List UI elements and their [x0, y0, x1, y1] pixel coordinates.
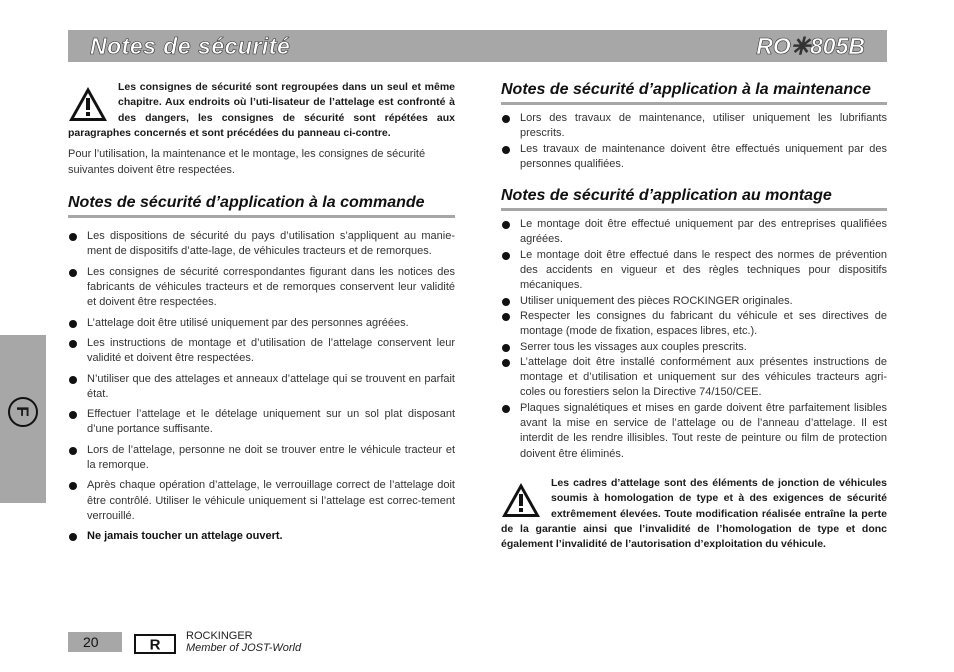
maintenance-list: [501, 111, 887, 172]
montage-list: [501, 217, 887, 462]
warning-triangle-icon: [68, 86, 108, 122]
section-title-commande: Notes de sécurité d’application à la commande: [68, 193, 455, 218]
language-badge: [8, 397, 38, 427]
section-title-montage: Notes de sécurité d’application au montage: [501, 186, 887, 211]
brand-tagline: Member of JOST-World: [186, 642, 302, 654]
list-item: Le montage doit être effectué uniquement par des entreprises qualifiées agréées.: [501, 217, 887, 248]
intro-paragraph: Pour l’utilisation, la maintenance et le montage, les consignes de sécurité suivantes doivent être respectées.: [68, 148, 426, 177]
list-item: Les dispositions de sécurité du pays d’utilisation s’appliquent au manie-ment de dispositifs d’atte-lage, de véhicules tracteurs et de remorques.: [68, 229, 455, 260]
list-item: L’attelage doit être installé conformément aux présentes instructions de montage et d’utilisation et uniquement sur des véhicules tracteurs agri-coles ou forestiers selon la Directive 74/150/CEE.: [501, 355, 887, 401]
commande-list: [68, 229, 455, 544]
language-letter: F: [13, 406, 32, 417]
list-item: Effectuer l’attelage et le dételage uniquement sur un sol plat disposant d’une portance suffisante.: [68, 407, 455, 438]
warning-text: Les consignes de sécurité sont regroupées dans un seul et même chapitre. Aux endroits où l’uti-lisateur de l’attelage est confronté à des dangers, les consignes de sécurité sont répétées aux paragraphes concernés et sont précédées du panneau ci-contre.: [68, 81, 455, 139]
section-title-maintenance: Notes de sécurité d’application à la maintenance: [501, 80, 887, 105]
list-item: Les consignes de sécurité correspondantes figurant dans les notices des fabricants de véhicules tracteurs et de remorques conservent leur validité et doivent être respectées.: [68, 265, 455, 311]
warning-block-bottom: [501, 476, 887, 552]
warning-text: Les cadres d’attelage sont des éléments de jonction de véhicules soumis à homologation de type et à des exigences de sécurité extrêmement élevées. Toute modification réalisée entraîne la perte de la garantie ainsi que l’invalidité de l’homologation de type et donc également l’invalidité de l’autorisation d’exploitation du véhicule.: [501, 476, 887, 551]
list-item: N’utiliser que des attelages et anneaux d’attelage qui se trouvent en parfait état.: [68, 372, 455, 403]
page-number: 20: [68, 632, 122, 652]
list-item: Les instructions de montage et d’utilisation de l’attelage conservent leur validité et doivent être respectées.: [68, 336, 455, 367]
list-item: Lors de l’attelage, personne ne doit se trouver entre le véhicule tracteur et la remorque.: [68, 443, 455, 474]
page-title: Notes de sécurité: [90, 33, 291, 59]
brand-name: ROCKINGER: [186, 630, 253, 642]
right-column: [501, 80, 887, 552]
list-item: L’attelage doit être utilisé uniquement par des personnes agréées.: [68, 316, 455, 331]
logo-letter: R: [149, 636, 161, 654]
warning-triangle-icon: [501, 482, 541, 518]
list-item: Le montage doit être effectué dans le respect des normes de prévention des accidents en vigueur et des règles techniques pour dispositifs mécaniques.: [501, 248, 887, 294]
list-item: Utiliser uniquement des pièces ROCKINGER originales.: [501, 294, 887, 309]
list-item: Respecter les consignes du fabricant du véhicule et ses directives de montage (mode de fixation, espaces libres, etc.).: [501, 309, 887, 340]
warning-block-top: [68, 80, 455, 141]
list-item: Serrer tous les vissages aux couples prescrits.: [501, 340, 887, 355]
header-bar: [68, 30, 887, 62]
list-item: Ne jamais toucher un attelage ouvert.: [68, 529, 455, 544]
list-item: Après chaque opération d’attelage, le verrouillage correct de l’attelage doit être contrôlé. Utiliser le véhicule uniquement si l’attelage est correc-tement verrouillé.: [68, 478, 455, 524]
list-item: Plaques signalétiques et mises en garde doivent être parfaitement lisibles avant la mise en service de l’attelage ou de l’anneau d’attelage. Il est interdit de les rendre illisibles. Tout reste de peinture ou film de protection doivent être éliminés.: [501, 401, 887, 462]
model-name: RO✳805B: [756, 33, 865, 59]
left-column: [68, 80, 455, 550]
list-item: Lors des travaux de maintenance, utiliser uniquement les lubrifiants prescrits.: [501, 111, 887, 142]
list-item: Les travaux de maintenance doivent être effectués uniquement par des personnes qualifiées.: [501, 142, 887, 173]
rockinger-logo-icon: [134, 634, 176, 654]
